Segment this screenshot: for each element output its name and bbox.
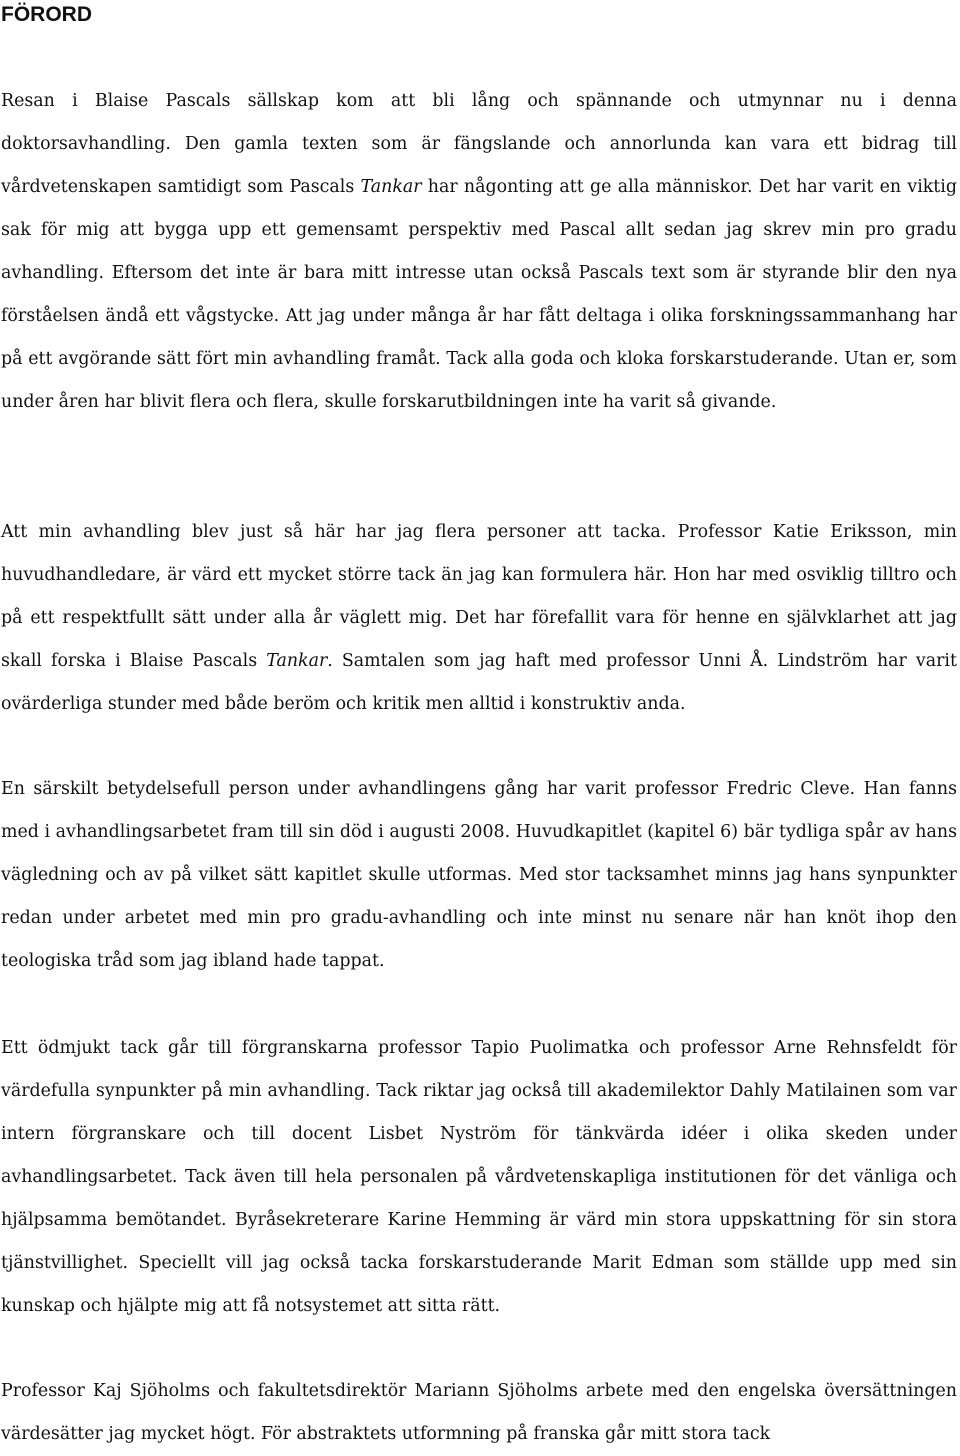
page-title: FÖRORD xyxy=(1,3,92,26)
italic-book-title: Tankar xyxy=(360,177,422,197)
paragraph-text: Resan i Blaise Pascals sällskap kom att bli lång och spännande och utmynnar nu i denna doktorsavhandling. Den gamla texten som är fängslande och annorlunda kan vara ett bidrag till vårdvetenskapen samtidigt som Pascals xyxy=(1,91,957,197)
paragraph-fredric-cleve: En särskilt betydelsefull person under avhandlingens gång har varit professor Fredric Cleve. Han fanns med i avhandlingsarbetet fram till sin död i augusti 2008. Huvudkapitlet (kapitel 6) bär tydliga spår av hans vägledning och av på vilket sätt kapitlet skulle utformas. Med stor tacksamhet minns jag hans synpunkter redan under arbetet med min pro gradu-avhandling och inte minst nu senare när han knöt ihop den teologiska tråd som jag ibland hade tappat. xyxy=(1,779,957,971)
italic-book-title: Tankar xyxy=(266,651,328,671)
paragraph-text: har någonting att ge alla människor. Det har varit en viktig sak för mig att bygga upp ett gemensamt perspektiv med Pascal allt sedan jag skrev min pro gradu avhandling. Eftersom det inte är bara mitt intresse utan också Pascals text som är styrande blir den nya förståelsen ändå ett vågstycke. Att jag under många år har fått deltaga i olika forskningssammanhang har på ett avgörande sätt fört min avhandling framåt. Tack alla goda och kloka forskarstuderande. Utan er, som under åren har blivit flera och flera, skulle forskarutbildningen inte ha varit så givande. xyxy=(1,177,957,412)
paragraph-reviewers: Ett ödmjukt tack går till förgranskarna professor Tapio Puolimatka och professor Arne Rehnsfeldt för värdefulla synpunkter på min avhandling. Tack riktar jag också till akademilektor Dahly Matilainen som var intern förgranskare och till docent Lisbet Nyström för tänkvärda idéer i olika skeden under avhandlingsarbetet. Tack även till hela personalen på vårdvetenskapliga institutionen för det vänliga och hjälpsamma bemötandet. Byråsekreterare Karine Hemming är värd min stora uppskattning för sin stora tjänstvillighet. Speciellt vill jag också tacka forskarstuderande Marit Edman som ställde upp med sin kunskap och hjälpte mig att få notsystemet att sitta rätt. xyxy=(1,1038,957,1316)
paragraph-translation: Professor Kaj Sjöholms och fakultetsdirektör Mariann Sjöholms arbete med den engelska översättningen värdesätter jag mycket högt. För abstraktets utformning på franska går mitt stora tack xyxy=(1,1381,957,1444)
paragraph-text: Att min avhandling blev just så här har jag flera personer att tacka. Professor Katie Eriksson, min huvudhandledare, är värd ett mycket större tack än jag kan formulera här. Hon har med osviklig tilltro och på ett respektfullt sätt under alla år väglett mig. Det har förefallit vara för henne en självklarhet att jag skall forska i Blaise Pascals xyxy=(1,522,957,671)
paragraph-supervisors xyxy=(1,511,957,726)
paragraph-text: . Samtalen som jag haft med professor Unni Å. Lindström har varit ovärderliga stunder med både beröm och kritik men alltid i konstruktiv anda. xyxy=(1,651,957,714)
paragraph-journey xyxy=(1,80,957,424)
